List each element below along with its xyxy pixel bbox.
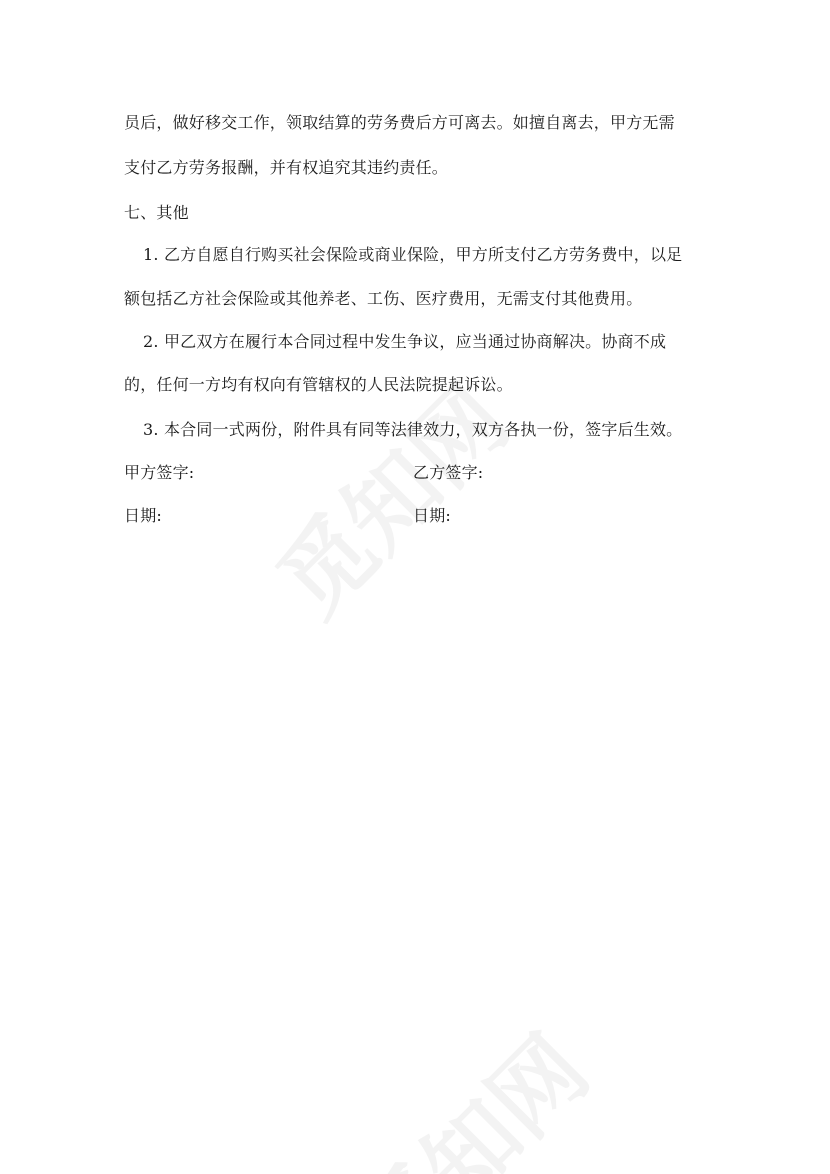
clause-1-line-1: 1. 乙方自愿自行购买社会保险或商业保险，甲方所支付乙方劳务费中，以足 [143,245,683,264]
party-b-date-label: 日期: [413,506,451,525]
clause-3-line-1: 3. 本合同一式两份，附件具有同等法律效力，双方各执一份，签字后生效。 [143,420,683,439]
clause-2-line-1: 2. 甲乙双方在履行本合同过程中发生争议，应当通过协商解决。协商不成 [143,332,667,351]
party-a-date-label: 日期: [124,506,162,525]
section-heading: 七、其他 [124,203,189,222]
party-a-signature-label: 甲方签字: [124,463,195,482]
party-b-signature-label: 乙方签字: [413,463,484,482]
paragraph-line: 支付乙方劳务报酬，并有权追究其违约责任。 [124,158,449,177]
clause-2-line-2: 的，任何一方均有权向有管辖权的人民法院提起诉讼。 [124,375,513,394]
watermark [324,1002,613,1174]
paragraph-line: 员后，做好移交工作，领取结算的劳务费后方可离去。如擅自离去，甲方无需 [124,113,675,132]
clause-1-line-2: 额包括乙方社会保险或其他养老、工伤、医疗费用，无需支付其他费用。 [124,289,643,308]
